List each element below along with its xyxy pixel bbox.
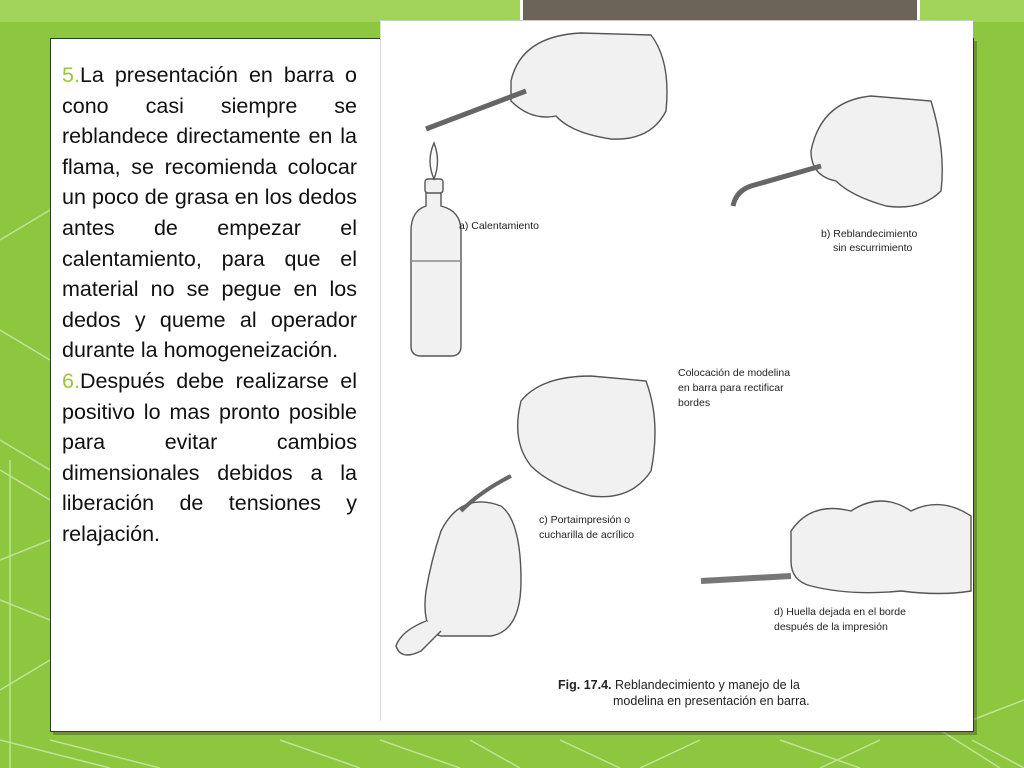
- tray: [425, 502, 521, 636]
- flame-icon: [430, 143, 438, 179]
- stick-b: [733, 166, 821, 206]
- label-a: a) Calentamiento: [459, 220, 539, 232]
- item-number: 5.: [62, 63, 80, 87]
- impression-rim: [791, 501, 971, 594]
- label-b-line1: b) Reblandecimiento: [821, 228, 918, 240]
- item-text: La presentación en barra o cono casi siempre se reblandece directamente en la flama, se recomienda colocar un poco de grasa en los dedos antes de empezar el calentamiento, para que el material no se pegue en los dedos y queme al operador durante la homogeneización.: [62, 63, 357, 363]
- bottle-cap: [425, 179, 443, 193]
- label-d-line2: después de la impresión: [774, 621, 888, 633]
- list-item-6: [62, 366, 357, 550]
- hand-c: [518, 376, 655, 497]
- bottle: [411, 191, 461, 356]
- figure-caption-line2: modelina en presentación en barra.: [613, 694, 810, 708]
- figure-number: Fig. 17.4.: [558, 678, 612, 692]
- hand-b: [811, 96, 942, 207]
- label-center-line3: bordes: [678, 397, 711, 409]
- label-d-line1: d) Huella dejada en el borde: [774, 606, 906, 618]
- figure-illustration: [380, 20, 973, 721]
- label-b-line2: sin escurrimiento: [833, 242, 913, 254]
- label-c-line2: cucharilla de acrílico: [539, 529, 635, 541]
- label-center-line2: en barra para rectificar: [678, 382, 784, 394]
- stick-a: [426, 91, 526, 129]
- hand-a: [511, 33, 667, 139]
- impression-tail: [701, 576, 791, 581]
- header-tab-bar: [520, 0, 920, 22]
- figure-caption-line1: [558, 677, 800, 693]
- label-c-line1: c) Portaimpresión o: [539, 514, 631, 526]
- slide-text: [62, 60, 357, 550]
- label-center-line1: Colocación de modelina: [678, 367, 791, 379]
- item-text: Después debe realizarse el positivo lo mas pronto posible para evitar cambios dimensionales debidos a la liberación de tensiones y relajación.: [62, 368, 357, 546]
- caption-text-1: Reblandecimiento y manejo de la: [614, 678, 800, 692]
- item-number: 6.: [62, 368, 80, 393]
- list-item-5: [62, 60, 357, 366]
